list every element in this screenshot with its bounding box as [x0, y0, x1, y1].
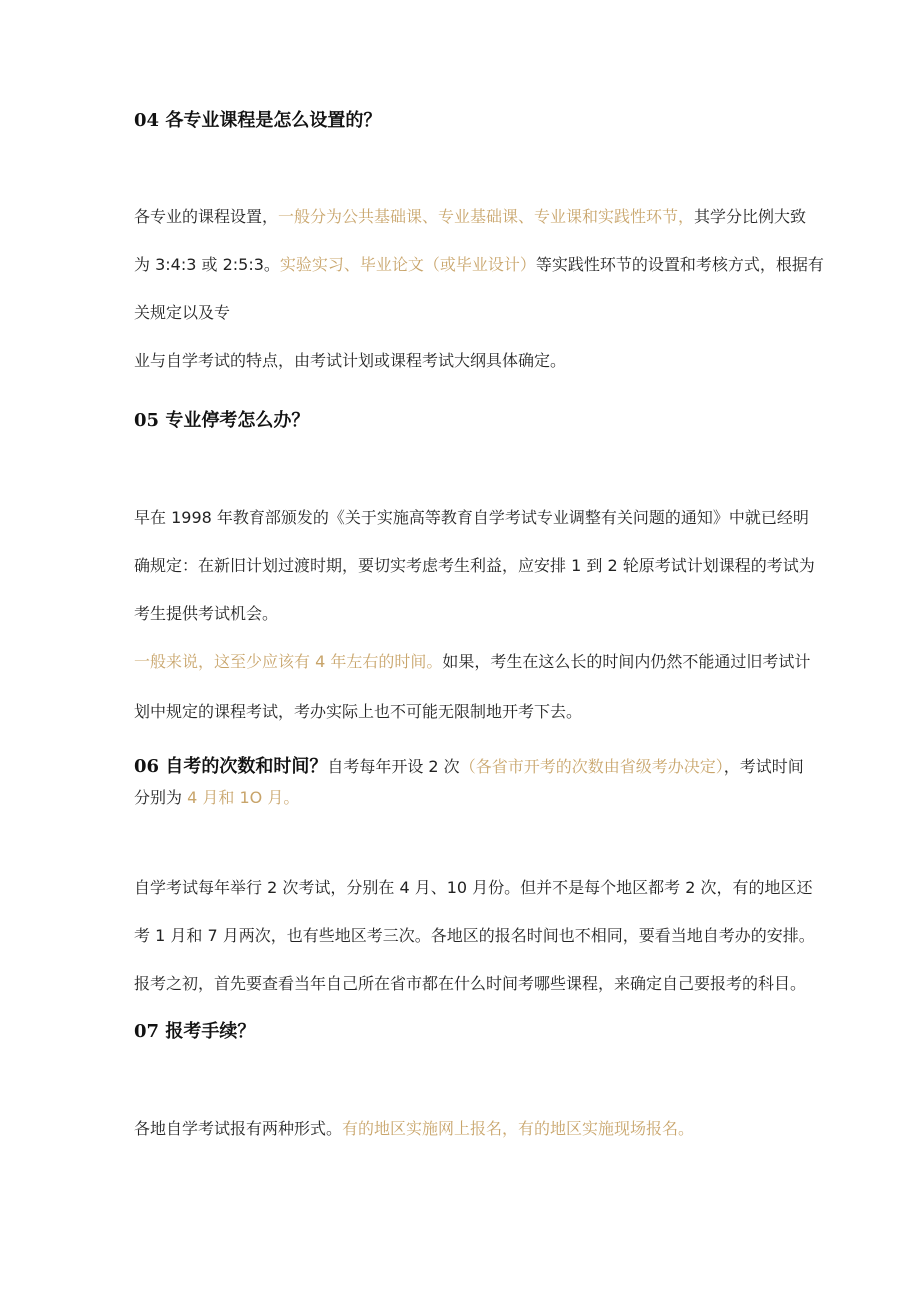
section-04-paragraph-line-1	[134, 205, 806, 229]
text-run: 自考每年开设 2 次	[327, 757, 460, 776]
section-07-paragraph-line-1	[134, 1117, 694, 1141]
text-run: 如果，考生在这么长的时间内仍然不能通过旧考试计	[442, 652, 811, 671]
section-06-heading-line	[134, 754, 804, 780]
section-04-paragraph-line-2	[134, 253, 824, 277]
section-06-paragraph-line-4: 考 1 月和 7 月两次，也有些地区考三次。各地区的报名时间也不相同，要看当地自考办的安排。	[134, 926, 815, 945]
highlight-text: 有的地区实施网上报名，有的地区实施现场报名。	[342, 1119, 695, 1138]
section-05-heading: 05 专业停考怎么办？	[134, 410, 310, 431]
section-05-paragraph-line-1: 早在 1998 年教育部颁发的《关于实施高等教育自学考试专业调整有关问题的通知》中就已经明	[134, 508, 809, 527]
highlight-text: 一般分为公共基础课、专业基础课、专业课和实践性环节，	[278, 207, 695, 226]
text-run: 其学分比例大致	[694, 207, 807, 226]
section-04-heading: 04 各专业课程是怎么设置的？	[134, 110, 382, 131]
section-05-paragraph-line-4	[134, 650, 810, 674]
highlight-text: 一般来说，这至少应该有 4 年左右的时间。	[134, 652, 443, 671]
section-06-paragraph-line-3: 自学考试每年举行 2 次考试，分别在 4 月、10 月份。但并不是每个地区都考 2 次，有的地区还	[134, 878, 813, 897]
section-06-heading: 06 自考的次数和时间？	[134, 756, 328, 777]
highlight-text: 4 月和 1O 月。	[187, 788, 300, 807]
text-run: 各专业的课程设置，	[134, 207, 279, 226]
text-run: 等实践性环节的设置和考核方式，根据有	[535, 255, 824, 274]
section-04-paragraph-line-4: 业与自学考试的特点，由考试计划或课程考试大纲具体确定。	[134, 351, 567, 370]
text-run: ，考试时间	[723, 757, 804, 776]
text-run: 分别为	[134, 788, 183, 807]
section-05-paragraph-line-3: 考生提供考试机会。	[134, 604, 279, 623]
section-06-paragraph-line-5: 报考之初，首先要查看当年自己所在省市都在什么时间考哪些课程，来确定自己要报考的科目。	[134, 974, 807, 993]
text-run: 为 3:4:3 或 2:5:3。	[134, 255, 280, 274]
section-07-heading: 07 报考手续？	[134, 1021, 256, 1042]
section-05-paragraph-line-2: 确规定：在新旧计划过渡时期，要切实考虑考生利益，应安排 1 到 2 轮原考试计划课程的考试为	[134, 556, 815, 575]
highlight-text: （各省市开考的次数由省级考办决定）	[459, 757, 724, 776]
section-06-paragraph-line-2	[134, 786, 299, 810]
text-run: 各地自学考试报有两种形式。	[134, 1119, 343, 1138]
highlight-text: 实验实习、毕业论文（或毕业设计）	[279, 255, 536, 274]
section-04-paragraph-line-3: 关规定以及专	[134, 303, 231, 322]
section-05-paragraph-line-5: 划中规定的课程考试，考办实际上也不可能无限制地开考下去。	[134, 702, 583, 721]
